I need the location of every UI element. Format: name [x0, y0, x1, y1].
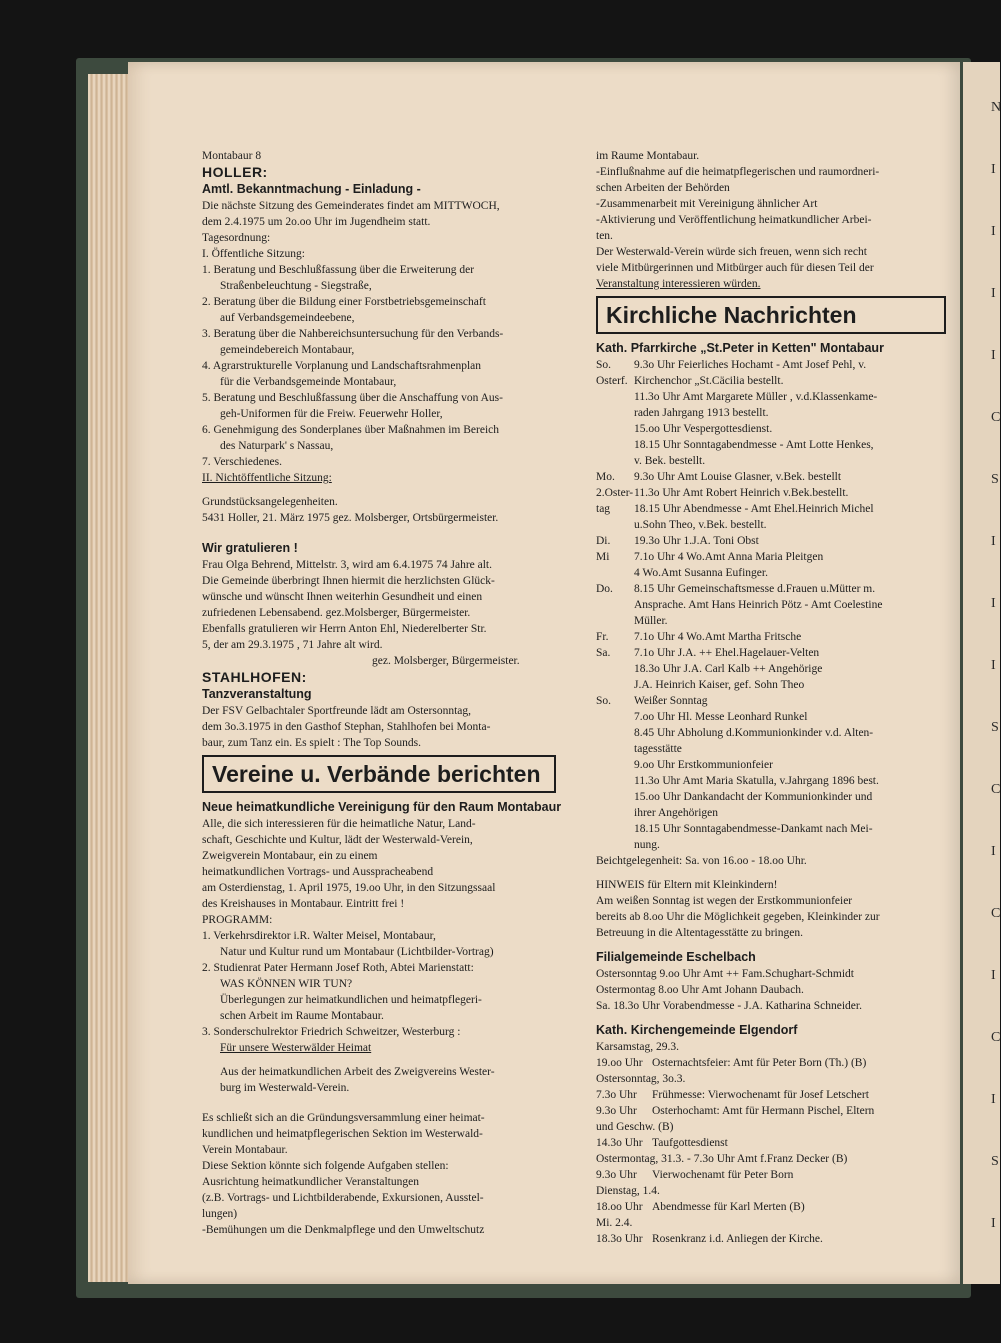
schedule-text: 4 Wo.Amt Susanna Eufinger. — [634, 567, 768, 579]
next-page-letter: I — [991, 348, 996, 363]
schedule-row — [596, 597, 958, 613]
schedule-text: 9.oo Uhr Erstkommunionfeier — [634, 759, 773, 771]
agenda-item: gemeindebereich Montabaur, — [220, 344, 355, 356]
ebenfalls-line: Ebenfalls gratulieren wir Herrn Anton Ehl, Niederelberter Str. — [202, 623, 487, 635]
schedule-row — [596, 613, 958, 629]
elgendorf-text: Taufgottesdienst — [652, 1137, 728, 1149]
next-page-letter: I — [991, 286, 996, 301]
eschelbach-line: Ostermontag 8.oo Uhr Amt Johann Daubach. — [596, 984, 804, 996]
eschelbach-line: Ostersonntag 9.oo Uhr Amt ++ Fam.Schughart-Schmidt — [596, 968, 854, 980]
schedule-row — [596, 501, 958, 517]
schedule-day — [596, 453, 634, 469]
agenda-item: 2. Beratung über die Bildung einer Forstbetriebsgemeinschaft — [202, 296, 486, 308]
schedule-row — [596, 533, 958, 549]
schedule-day: So. — [596, 359, 612, 371]
schedule-day — [596, 421, 634, 437]
vereinigung-line: Zweigverein Montabaur, ein zu einem — [202, 850, 378, 862]
schedule-day — [596, 757, 634, 773]
elgendorf-text: Vierwochenamt für Peter Born — [652, 1169, 794, 1181]
schedule-day: Di. — [596, 535, 611, 547]
gratulieren-line: wünsche und wünscht Ihnen weiterhin Gesundheit und einen — [202, 591, 483, 603]
schedule-text: 15.oo Uhr Vespergottesdienst. — [634, 423, 773, 435]
schedule-day — [596, 821, 634, 837]
schedule-row — [596, 821, 958, 837]
elgendorf-text: und Geschw. (B) — [596, 1121, 674, 1133]
elgendorf-time: 18.3o Uhr — [596, 1233, 643, 1245]
elgendorf-text: Mi. 2.4. — [596, 1217, 633, 1229]
elgendorf-row — [596, 1039, 958, 1055]
schedule-row — [596, 693, 958, 709]
schedule-row — [596, 837, 958, 853]
schedule-text: Weißer Sonntag — [634, 695, 708, 707]
schedule-day — [596, 565, 634, 581]
schedule-row — [596, 725, 958, 741]
agenda-item: auf Verbandsgemeindeebene, — [220, 312, 355, 324]
next-page-letter: S — [991, 1154, 999, 1169]
gruendung-line: Diese Sektion könnte sich folgende Aufgaben stellen: — [202, 1160, 449, 1172]
kirchliche-box: Kirchliche Nachrichten — [596, 296, 946, 334]
schedule-day: So. — [596, 695, 612, 707]
gruendung-line: -Bemühungen um die Denkmalpflege und den Umweltschutz — [202, 1224, 485, 1236]
signature-line: 5431 Holler, 21. März 1975 gez. Molsberger, Ortsbürgermeister. — [202, 512, 499, 524]
schedule-text: 18.3o Uhr J.A. Carl Kalb ++ Angehörige — [634, 663, 823, 675]
next-page-letter: S — [991, 472, 999, 487]
programm-item: WAS KÖNNEN WIR TUN? — [220, 978, 353, 990]
schedule-text: 11.3o Uhr Amt Robert Heinrich v.Bek.bestellt. — [634, 487, 849, 499]
schedule-day: Sa. — [596, 647, 611, 659]
schedule-day — [596, 613, 634, 629]
elgendorf-time: 18.oo Uhr — [596, 1201, 643, 1213]
programm-item: 1. Verkehrsdirektor i.R. Walter Meisel, Montabaur, — [202, 930, 436, 942]
nonpublic-item: Grundstücksangelegenheiten. — [202, 496, 338, 508]
schedule-row — [596, 581, 958, 597]
next-page-strip — [963, 62, 1000, 1284]
gruendung-line: kundlichen und heimatpflegerischen Sektion im Westerwald- — [202, 1128, 483, 1140]
schedule-day: Mo. — [596, 471, 615, 483]
elgendorf-text: Osternachtsfeier: Amt für Peter Born (Th.) (B) — [652, 1057, 867, 1069]
schedule-row — [596, 405, 958, 421]
agenda-item: Straßenbeleuchtung - Siegstraße, — [220, 280, 372, 292]
agenda-item: 1. Beratung und Beschlußfassung über die Erweiterung der — [202, 264, 475, 276]
gratulieren-line: Frau Olga Behrend, Mittelstr. 3, wird am 6.4.1975 74 Jahre alt. — [202, 559, 493, 571]
elgendorf-row — [596, 1151, 958, 1167]
next-page-letter: S — [991, 720, 999, 735]
schedule-row — [596, 517, 958, 533]
gruendung-line: (z.B. Vortrags- und Lichtbilderabende, Exkursionen, Ausstel- — [202, 1192, 484, 1204]
next-page-letter: C — [991, 1030, 1001, 1045]
agenda-item: 6. Genehmigung des Sonderplanes über Maßnahmen im Bereich — [202, 424, 500, 436]
agenda-item: für die Verbandsgemeinde Montabaur, — [220, 376, 397, 388]
schedule-text: 18.15 Uhr Abendmesse - Amt Ehel.Heinrich Michel — [634, 503, 874, 515]
schedule-row — [596, 709, 958, 725]
elgendorf-row — [596, 1055, 958, 1071]
cont-line: viele Mitbürgerinnen und Mitbürger auch für diesen Teil der — [596, 262, 874, 274]
elgendorf-row — [596, 1119, 958, 1135]
schedule-row — [596, 453, 958, 469]
tanz-heading: Tanzveranstaltung — [202, 687, 312, 701]
right-column — [596, 148, 958, 1247]
schedule-day: Fr. — [596, 631, 609, 643]
elgendorf-row — [596, 1231, 958, 1247]
schedule-day — [596, 789, 634, 805]
elgendorf-text: Ostermontag, 31.3. - 7.3o Uhr Amt f.Franz Decker (B) — [596, 1153, 848, 1165]
next-page-letter: I — [991, 162, 996, 177]
elgendorf-list — [596, 1039, 958, 1247]
next-page-letter: N — [991, 100, 1001, 115]
schedule-day — [596, 389, 634, 405]
hinweis-line: Am weißen Sonntag ist wegen der Erstkommunionfeier — [596, 895, 853, 907]
elgendorf-row — [596, 1183, 958, 1199]
schedule-row — [596, 469, 958, 485]
page-edges — [88, 74, 130, 1282]
ebenfalls-line: 5, der am 29.3.1975 , 71 Jahre alt wird. — [202, 639, 383, 651]
schedule-day: 2.Oster- — [596, 487, 634, 499]
schedule-row — [596, 805, 958, 821]
bekanntmachung-heading: Amtl. Bekanntmachung - Einladung - — [202, 182, 421, 196]
schedule-row — [596, 389, 958, 405]
agenda-item: 5. Beratung und Beschlußfassung über die Anschaffung von Aus- — [202, 392, 503, 404]
hinweis-line: HINWEIS für Eltern mit Kleinkindern! — [596, 879, 778, 891]
schedule-row — [596, 677, 958, 693]
vereinigung-heading: Neue heimatkundliche Vereinigung für den Raum Montabaur — [202, 800, 562, 814]
schedule-text: 9.3o Uhr Feierliches Hochamt - Amt Josef Pehl, v. — [634, 359, 867, 371]
vereinigung-line: am Osterdienstag, 1. April 1975, 19.oo Uhr, in den Sitzungssaal — [202, 882, 496, 894]
schedule-text: J.A. Heinrich Kaiser, gef. Sohn Theo — [634, 679, 805, 691]
elgendorf-row — [596, 1087, 958, 1103]
schedule-day: Mi — [596, 551, 610, 563]
vereinigung-line: heimatkundlichen Vortrags- und Ausspracheabend — [202, 866, 434, 878]
programm-label: PROGRAMM: — [202, 914, 273, 926]
next-page-letter: I — [991, 1216, 996, 1231]
cont-line: -Einflußnahme auf die heimatpflegerischen und raumordneri- — [596, 166, 880, 178]
next-page-letter: C — [991, 906, 1001, 921]
schedule-text: raden Jahrgang 1913 bestellt. — [634, 407, 769, 419]
programm-item: 3. Sonderschulrektor Friedrich Schweitzer, Westerburg : — [202, 1026, 461, 1038]
next-page-letter: C — [991, 410, 1001, 425]
elgendorf-text: Ostersonntag, 3o.3. — [596, 1073, 686, 1085]
next-page-letter: I — [991, 596, 996, 611]
tanz-line: baur, zum Tanz ein. Es spielt : The Top Sounds. — [202, 737, 421, 749]
schedule-text: 11.3o Uhr Amt Maria Skatulla, v.Jahrgang 1896 best. — [634, 775, 879, 787]
schedule-day — [596, 437, 634, 453]
schedule-row — [596, 357, 958, 373]
vereine-box: Vereine u. Verbände berichten — [202, 755, 556, 793]
agenda-list — [202, 262, 582, 470]
schedule-text: 8.45 Uhr Abholung d.Kommunionkinder v.d. Alten- — [634, 727, 874, 739]
schedule-row — [596, 549, 958, 565]
schedule-text: 15.oo Uhr Dankandacht der Kommunionkinder und — [634, 791, 873, 803]
elgendorf-row — [596, 1199, 958, 1215]
schedule-day — [596, 709, 634, 725]
schedule-day: Do. — [596, 583, 613, 595]
schedule-text: Müller. — [634, 615, 668, 627]
schedule-day — [596, 805, 634, 821]
schedule-row — [596, 741, 958, 757]
schedule-text: ihrer Angehörigen — [634, 807, 718, 819]
schedule-row — [596, 645, 958, 661]
vereinigung-line: des Kreishauses in Montabaur. Eintritt frei ! — [202, 898, 405, 910]
schedule-text: 9.3o Uhr Amt Louise Glasner, v.Bek. bestellt — [634, 471, 842, 483]
schedule-row — [596, 565, 958, 581]
elgendorf-row — [596, 1135, 958, 1151]
schedule-text: 8.15 Uhr Gemeinschaftsmesse d.Frauen u.Mütter m. — [634, 583, 876, 595]
cont-line: im Raume Montabaur. — [596, 150, 700, 162]
hinweis-line: bereits ab 8.oo Uhr die Möglichkeit gegeben, Kleinkinder zur — [596, 911, 880, 923]
next-page-letter: I — [991, 968, 996, 983]
cont-line: schen Arbeiten der Behörden — [596, 182, 730, 194]
eschelbach-line: Sa. 18.3o Uhr Vorabendmesse - J.A. Katharina Schneider. — [596, 1000, 862, 1012]
schedule-row — [596, 757, 958, 773]
schedule-text: nung. — [634, 839, 660, 851]
schedule-text: 7.1o Uhr 4 Wo.Amt Martha Fritsche — [634, 631, 802, 643]
vereinigung-line: schaft, Geschichte und Kultur, lädt der Westerwald-Verein, — [202, 834, 473, 846]
programm-item: Für unsere Westerwälder Heimat — [220, 1042, 372, 1054]
programm-item: burg im Westerwald-Verein. — [220, 1082, 350, 1094]
gruendung-line: Verein Montabaur. — [202, 1144, 288, 1156]
nonpublic-label: II. Nichtöffentliche Sitzung: — [202, 472, 332, 484]
elgendorf-time: 9.3o Uhr — [596, 1169, 637, 1181]
next-page-letter: I — [991, 658, 996, 673]
schedule-text: 18.15 Uhr Sonntagabendmesse-Dankamt nach Mei- — [634, 823, 873, 835]
gratulieren-line: zufriedenen Lebensabend. gez.Molsberger, Bürgermeister. — [202, 607, 471, 619]
elgendorf-time: 19.oo Uhr — [596, 1057, 643, 1069]
schedule-day — [596, 677, 634, 693]
next-page-letter: I — [991, 844, 996, 859]
schedule-day — [596, 837, 634, 853]
programm-item: schen Arbeit im Raume Montabaur. — [220, 1010, 384, 1022]
programm-item: Natur und Kultur rund um Montabaur (Lichtbilder-Vortrag) — [220, 946, 494, 958]
schedule-text: u.Sohn Theo, v.Bek. bestellt. — [634, 519, 767, 531]
schedule-day — [596, 773, 634, 789]
hinweis-line: Betreuung in die Altentagesstätte zu bringen. — [596, 927, 803, 939]
schedule-list — [596, 357, 958, 853]
agenda-item: des Naturpark' s Nassau, — [220, 440, 334, 452]
cont-line: ten. — [596, 230, 613, 242]
agenda-item: 4. Agrarstrukturelle Vorplanung und Landschaftsrahmenplan — [202, 360, 482, 372]
locality: Montabaur 8 — [202, 150, 262, 162]
schedule-row — [596, 789, 958, 805]
cont-line: Der Westerwald-Verein würde sich freuen, wenn sich recht — [596, 246, 867, 258]
schedule-row — [596, 421, 958, 437]
agenda-item: 3. Beratung über die Nahbereichsuntersuchung für den Verbands- — [202, 328, 504, 340]
schedule-day: Osterf. — [596, 375, 628, 387]
schedule-text: 7.1o Uhr 4 Wo.Amt Anna Maria Pleitgen — [634, 551, 824, 563]
schedule-day — [596, 741, 634, 757]
schedule-day — [596, 597, 634, 613]
schedule-text: 19.3o Uhr 1.J.A. Toni Obst — [634, 535, 759, 547]
next-page-letter: C — [991, 782, 1001, 797]
beicht-line: Beichtgelegenheit: Sa. von 16.oo - 18.oo Uhr. — [596, 855, 807, 867]
schedule-text: v. Bek. bestellt. — [634, 455, 706, 467]
elgendorf-heading: Kath. Kirchengemeinde Elgendorf — [596, 1023, 798, 1037]
tanz-line: Der FSV Gelbachtaler Sportfreunde lädt am Ostersonntag, — [202, 705, 472, 717]
left-column — [202, 148, 582, 1238]
elgendorf-text: Abendmesse für Karl Merten (B) — [652, 1201, 805, 1213]
schedule-day — [596, 517, 634, 533]
schedule-text: 18.15 Uhr Sonntagabendmesse - Amt Lotte Henkes, — [634, 439, 874, 451]
schedule-day — [596, 725, 634, 741]
elgendorf-text: Rosenkranz i.d. Anliegen der Kirche. — [652, 1233, 823, 1245]
intro-line: Die nächste Sitzung des Gemeinderates findet am MITTWOCH, — [202, 200, 500, 212]
agenda-item: 7. Verschiedenes. — [202, 456, 282, 468]
schedule-text: tagesstätte — [634, 743, 682, 755]
elgendorf-row — [596, 1167, 958, 1183]
next-page-letter: I — [991, 224, 996, 239]
elgendorf-text: Frühmesse: Vierwochenamt für Josef Letschert — [652, 1089, 869, 1101]
elgendorf-text: Dienstag, 1.4. — [596, 1185, 660, 1197]
schedule-text: 7.oo Uhr Hl. Messe Leonhard Runkel — [634, 711, 808, 723]
schedule-text: Kirchenchor „St.Cäcilia bestellt. — [634, 375, 784, 387]
eschelbach-heading: Filialgemeinde Eschelbach — [596, 950, 756, 964]
next-page-letter: I — [991, 534, 996, 549]
elgendorf-text: Karsamstag, 29.3. — [596, 1041, 680, 1053]
elgendorf-row — [596, 1215, 958, 1231]
schedule-row — [596, 437, 958, 453]
schedule-row — [596, 773, 958, 789]
elgendorf-time: 9.3o Uhr — [596, 1105, 637, 1117]
agenda-label: Tagesordnung: — [202, 232, 271, 244]
agenda-item: geh-Uniformen für die Freiw. Feuerwehr Holler, — [220, 408, 443, 420]
elgendorf-row — [596, 1071, 958, 1087]
elgendorf-row — [596, 1103, 958, 1119]
schedule-text: Ansprache. Amt Hans Heinrich Pötz - Amt Coelestine — [634, 599, 883, 611]
cont-line: Veranstaltung interessieren würden. — [596, 278, 761, 290]
pfarrkirche-heading: Kath. Pfarrkirche „St.Peter in Ketten" Montabaur — [596, 341, 884, 355]
gruendung-line: Es schließt sich an die Gründungsversammlung einer heimat- — [202, 1112, 485, 1124]
cont-line: -Zusammenarbeit mit Vereinigung ähnlicher Art — [596, 198, 818, 210]
programm-item: 2. Studienrat Pater Hermann Josef Roth, Abtei Marienstatt: — [202, 962, 474, 974]
schedule-text: 7.1o Uhr J.A. ++ Ehel.Hagelauer-Velten — [634, 647, 820, 659]
intro-line: dem 2.4.1975 um 2o.oo Uhr im Jugendheim statt. — [202, 216, 431, 228]
public-label: I. Öffentliche Sitzung: — [202, 248, 305, 260]
stahlhofen-heading: STAHLHOFEN: — [202, 669, 307, 685]
tanz-line: dem 3o.3.1975 in den Gasthof Stephan, Stahlhofen bei Monta- — [202, 721, 491, 733]
gratulieren-heading: Wir gratulieren ! — [202, 541, 298, 555]
schedule-text: 11.3o Uhr Amt Margarete Müller , v.d.Klassenkame- — [634, 391, 878, 403]
elgendorf-time: 14.3o Uhr — [596, 1137, 643, 1149]
ebenfalls-signature: gez. Molsberger, Bürgermeister. — [372, 655, 520, 667]
cont-line: -Aktivierung und Veröffentlichung heimatkundlicher Arbei- — [596, 214, 872, 226]
elgendorf-text: Osterhochamt: Amt für Hermann Pischel, Eltern — [652, 1105, 875, 1117]
vereinigung-line: Alle, die sich interessieren für die heimatliche Natur, Land- — [202, 818, 476, 830]
holler-heading: HOLLER: — [202, 164, 268, 180]
gruendung-line: Ausrichtung heimatkundlicher Veranstaltungen — [202, 1176, 419, 1188]
elgendorf-time: 7.3o Uhr — [596, 1089, 637, 1101]
schedule-day — [596, 405, 634, 421]
schedule-row — [596, 629, 958, 645]
gratulieren-line: Die Gemeinde überbringt Ihnen hiermit die herzlichsten Glück- — [202, 575, 495, 587]
schedule-day: tag — [596, 503, 611, 515]
schedule-row — [596, 661, 958, 677]
next-page-letter: I — [991, 1092, 996, 1107]
gruendung-line: lungen) — [202, 1208, 238, 1220]
schedule-row — [596, 485, 958, 501]
programm-item: Aus der heimatkundlichen Arbeit des Zweigvereins Wester- — [220, 1066, 495, 1078]
schedule-day — [596, 661, 634, 677]
programm-item: Überlegungen zur heimatkundlichen und heimatpflegeri- — [220, 994, 482, 1006]
schedule-row — [596, 373, 958, 389]
